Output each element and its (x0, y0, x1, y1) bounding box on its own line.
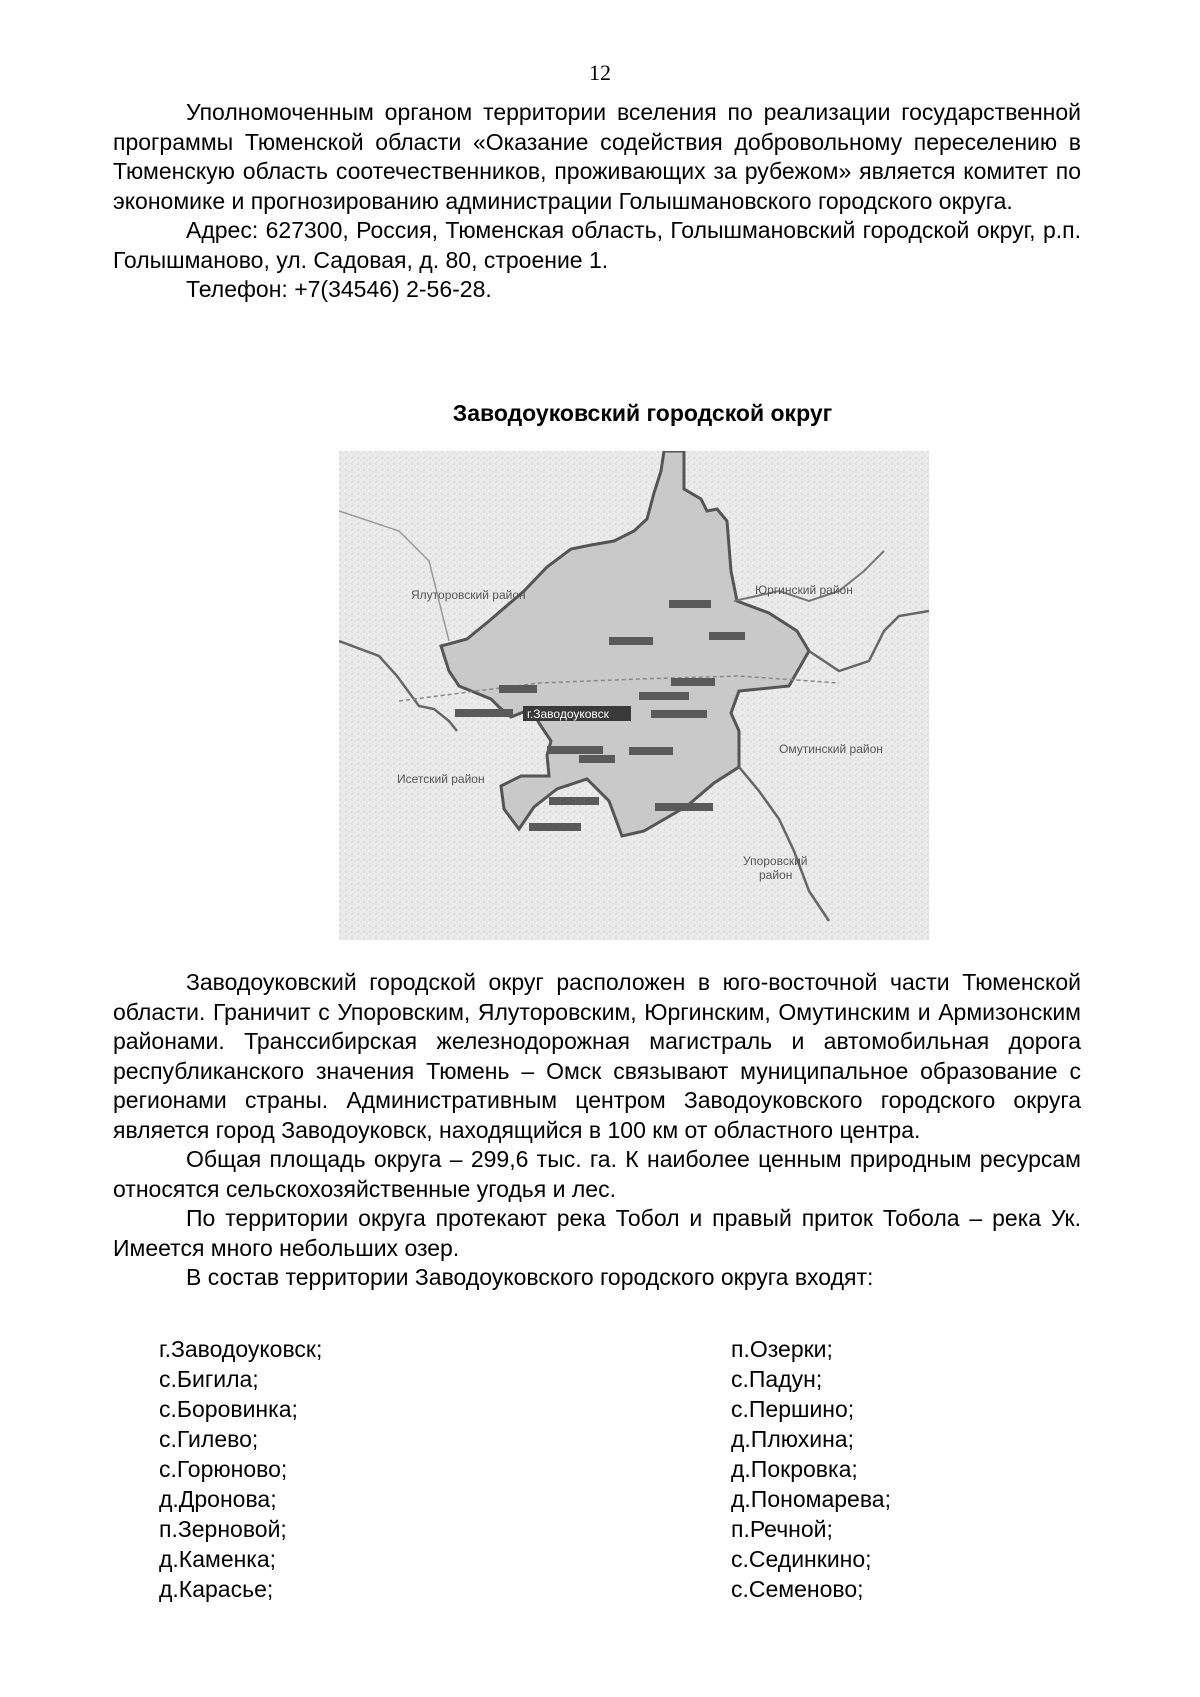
map-label-uporovsky: Упоровский (743, 854, 808, 868)
paragraph: Заводоуковский городской округ расположен в юго-восточной части Тюменской области. Граничит с Упоровским, Ялуторовским, Юргинским, Омутинским и Армизонским районами. Транссибирская железнодорожная магистраль и автомобильная дорога республиканского значения Тюмень – Омск связывают муниципальное образование с регионами страны. Административным центром Заводоуковского городского округа является город Заводоуковск, находящийся в 100 км от областного центра. (113, 969, 1081, 1143)
settlement-marker (671, 678, 715, 686)
settlement-marker (639, 692, 689, 700)
settlement-item: п.Речной; (731, 1516, 833, 1542)
map-label-yalutorovsky: Ялуторовский район (411, 588, 526, 602)
district-map (339, 451, 929, 940)
intro-text (113, 98, 1081, 305)
settlement-marker (579, 755, 615, 763)
settlement-marker (651, 710, 707, 718)
settlement-marker (709, 632, 745, 640)
settlement-item: д.Карасье; (159, 1576, 274, 1602)
map-label-center: г.Заводоуковск (527, 707, 609, 721)
settlement-marker (669, 600, 711, 608)
settlement-marker (547, 746, 603, 754)
description-text (113, 968, 1081, 1293)
page-number: 12 (589, 60, 611, 85)
settlement-marker (499, 685, 537, 693)
paragraph: Адрес: 627300, Россия, Тюменская область, Голышмановский городской округ, р.п. Голышманово, ул. Садовая, д. 80, строение 1. (113, 217, 1081, 273)
settlement-item: д.Покровка; (731, 1456, 858, 1482)
map-label-yurginsky: Юргинский район (755, 583, 853, 597)
settlement-item: с.Сединкино; (731, 1546, 872, 1572)
settlement-marker (455, 709, 513, 717)
settlement-item: г.Заводоуковск; (159, 1336, 323, 1362)
settlement-item: с.Семеново; (731, 1576, 864, 1602)
map-label-uporovsky: район (759, 868, 793, 882)
map-label-isetsky: Исетский район (397, 772, 485, 786)
settlements-list (159, 1334, 1059, 1604)
settlement-item: с.Падун; (731, 1366, 823, 1392)
settlement-item: с.Першино; (731, 1396, 855, 1422)
paragraph: Общая площадь округа – 299,6 тыс. га. К наиболее ценным природным ресурсам относятся сельскохозяйственные угодья и лес. (113, 1146, 1081, 1202)
settlement-marker (609, 637, 653, 645)
settlement-marker (549, 797, 599, 805)
settlement-item: с.Боровинка; (159, 1396, 298, 1422)
settlement-item: п.Озерки; (731, 1336, 833, 1362)
settlement-item: д.Пономарева; (731, 1486, 891, 1512)
settlement-item: д.Дронова; (159, 1486, 277, 1512)
settlement-marker (529, 823, 581, 831)
paragraph: Уполномоченным органом территории вселения по реализации государственной программы Тюменской области «Оказание содействия добровольному переселению в Тюменскую область соотечественников, проживающих за рубежом» является комитет по экономике и прогнозированию администрации Голышмановского городского округа. (113, 99, 1081, 214)
paragraph: По территории округа протекают река Тобол и правый приток Тобола – река Ук. Имеется много небольших озер. (113, 1205, 1081, 1261)
settlement-item: с.Бигила; (159, 1366, 259, 1392)
settlement-item: д.Каменка; (159, 1546, 277, 1572)
settlement-marker (629, 747, 673, 755)
paragraph: Телефон: +7(34546) 2-56-28. (186, 276, 492, 302)
settlement-item: с.Гилево; (159, 1426, 259, 1452)
settlement-marker (655, 803, 713, 811)
map-label-omutinsky: Омутинский район (779, 742, 883, 756)
settlement-item: с.Горюново; (159, 1456, 288, 1482)
map-svg (339, 451, 929, 940)
settlement-item: п.Зерновой; (159, 1516, 287, 1542)
paragraph: В состав территории Заводоуковского городского округа входят: (186, 1264, 874, 1290)
section-title: Заводоуковский городской округ (452, 400, 833, 426)
settlement-item: д.Плюхина; (731, 1426, 854, 1452)
